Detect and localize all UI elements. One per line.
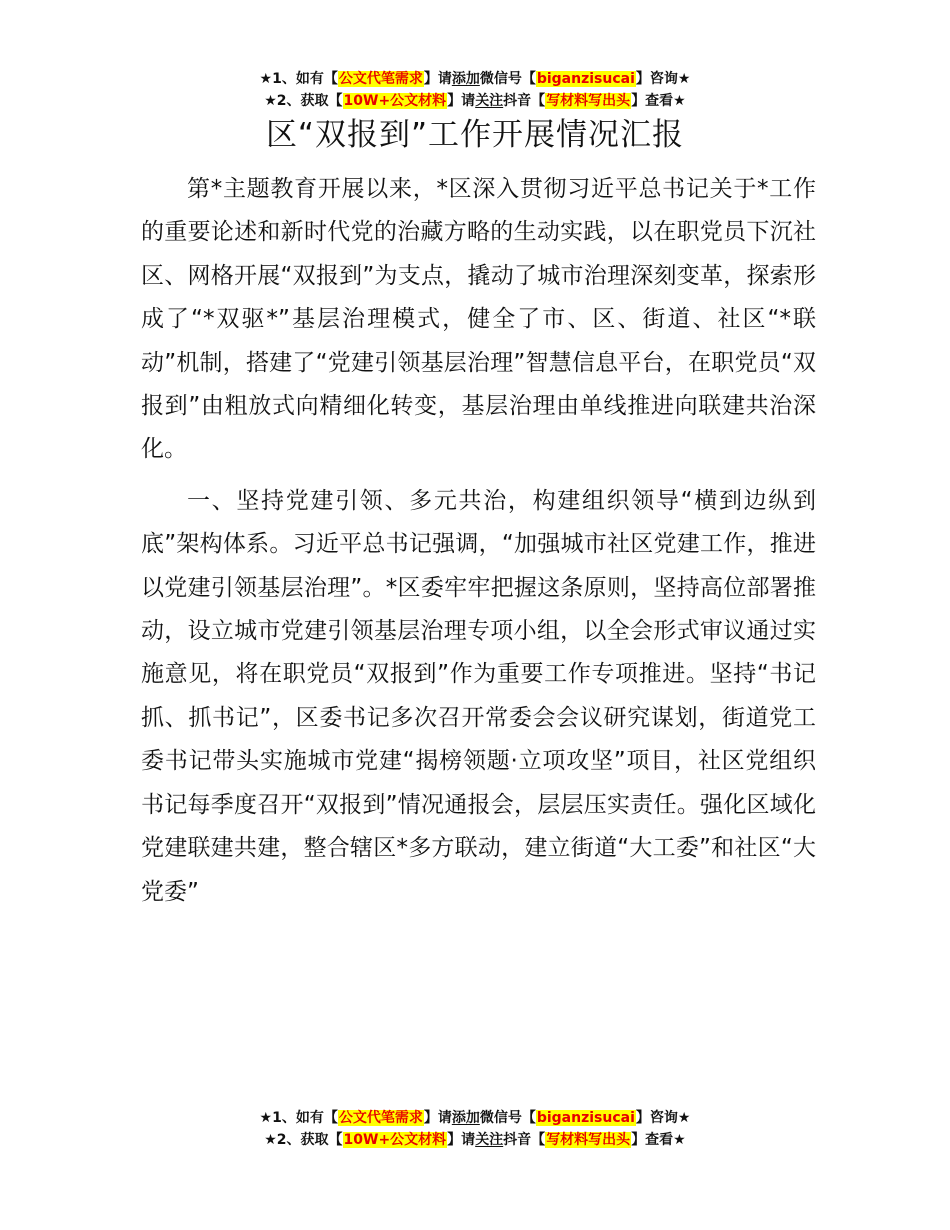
banner-text: 】请 xyxy=(423,71,452,87)
banner-text: 微信号【 xyxy=(479,71,536,87)
footer-banner-line-2 xyxy=(0,1129,950,1151)
banner-highlight-service: 公文代笔需求 xyxy=(338,71,423,87)
banner-emphasis: 添加 xyxy=(451,71,480,87)
banner-text: 微信号【 xyxy=(479,1110,536,1126)
banner-text: 抖音【 xyxy=(503,1132,546,1148)
banner-emphasis: 添加 xyxy=(451,1110,480,1126)
banner-emphasis: 关注 xyxy=(475,93,504,109)
header-banner-line-2 xyxy=(0,90,950,112)
banner-highlight-wechat-id: biganzisucai xyxy=(536,1110,635,1126)
banner-text: ★2、获取【 xyxy=(264,93,343,109)
banner-text: ★1、如有【 xyxy=(259,1110,338,1126)
banner-text: 】咨询★ xyxy=(635,71,691,87)
paragraph-intro: 第*主题教育开展以来，*区深入贯彻习近平总书记关于*工作的重要论述和新时代党的治藏方略的生动实践，以在职党员下沉社区、网格开展“双报到”为支点，撬动了城市治理深刻变革，探索形成了“*双驱*”基层治理模式，健全了市、区、街道、社区“*联动”机制，搭建了“党建引领基层治理”智慧信息平台，在职党员“双报到”由粗放式向精细化转变，基层治理由单线推进向联建共治深化。 xyxy=(141,176,816,463)
banner-text: 】咨询★ xyxy=(635,1110,691,1126)
banner-highlight-douyin-account: 写材料写出头 xyxy=(546,93,631,109)
banner-text: 】查看★ xyxy=(631,93,686,109)
banner-highlight-wechat-id: biganzisucai xyxy=(536,71,635,87)
paragraph-section-one: 一、坚持党建引领、多元共治，构建组织领导“横到边纵到底”架构体系。习近平总书记强调，“加强城市社区党建工作，推进以党建引领基层治理”。*区委牢牢把握这条原则，坚持高位部署推动，设立城市党建引领基层治理专项小组，以全会形式审议通过实施意见，将在职党员“双报到”作为重要工作专项推进。坚持“书记抓、抓书记”，区委书记多次召开常委会会议研究谋划，街道党工委书记带头实施城市党建“揭榜领题·立项攻坚”项目，社区党组织书记每季度召开“双报到”情况通报会，层层压实责任。强化区域化党建联建共建，整合辖区*多方联动，建立街道“大工委”和社区“大党委” xyxy=(141,487,816,905)
header-banner xyxy=(0,68,950,112)
banner-text: 】请 xyxy=(423,1110,452,1126)
banner-text: 】请 xyxy=(447,93,476,109)
banner-emphasis: 关注 xyxy=(475,1132,504,1148)
footer-banner xyxy=(0,1107,950,1151)
banner-text: 抖音【 xyxy=(503,93,546,109)
header-banner-line-1 xyxy=(0,68,950,90)
footer-banner-line-1 xyxy=(0,1107,950,1129)
banner-text: ★1、如有【 xyxy=(259,71,338,87)
banner-highlight-service: 公文代笔需求 xyxy=(338,1110,423,1126)
banner-text: ★2、获取【 xyxy=(264,1132,343,1148)
banner-highlight-materials: 10W+公文材料 xyxy=(343,1132,447,1148)
document-body xyxy=(141,168,816,922)
banner-text: 】请 xyxy=(447,1132,476,1148)
banner-highlight-douyin-account: 写材料写出头 xyxy=(546,1132,631,1148)
banner-text: 】查看★ xyxy=(631,1132,686,1148)
banner-highlight-materials: 10W+公文材料 xyxy=(343,93,447,109)
document-title: 区“双报到”工作开展情况汇报 xyxy=(265,117,685,153)
